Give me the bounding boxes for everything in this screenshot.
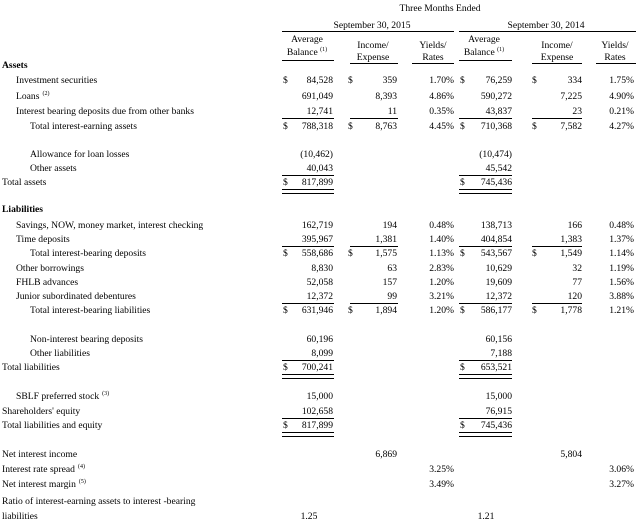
dollar-sign: $ — [348, 248, 353, 259]
cell-avg-balance-2015: 15,000 — [306, 391, 333, 402]
row-label: Assets — [2, 60, 28, 71]
dollar-sign: $ — [460, 177, 465, 188]
cell-yield-2015: 4.45% — [429, 121, 454, 132]
cell-yield-2015: 1.13% — [429, 248, 454, 259]
row-label: Total liabilities — [2, 362, 60, 373]
cell-avg-balance-2015: 395,967 — [301, 234, 333, 245]
row-label: Junior subordinated debentures — [16, 291, 136, 302]
dollar-sign: $ — [460, 75, 465, 86]
row-label: Other assets — [30, 163, 77, 174]
cell-income-2014: 1,549 — [560, 248, 582, 259]
cell-income-2014: 334 — [567, 75, 582, 86]
cell-yield-2014: 3.88% — [609, 291, 634, 302]
dollar-sign: $ — [283, 177, 288, 188]
row-label: Non-interest bearing deposits — [30, 334, 143, 345]
row-label: Time deposits — [16, 234, 70, 245]
cell-income-2015: 359 — [382, 75, 397, 86]
cell-yield-2014: 0.48% — [609, 220, 634, 231]
cell-avg-balance-2014: 1.21 — [477, 511, 495, 522]
cell-avg-balance-2014: 138,713 — [480, 220, 512, 231]
cell-income-2014: 77 — [572, 277, 582, 288]
dollar-sign: $ — [283, 420, 288, 431]
cell-income-2014: 23 — [572, 106, 582, 117]
cell-avg-balance-2014: 60,156 — [485, 334, 512, 345]
cell-avg-balance-2015: (10,462) — [300, 149, 333, 160]
cell-avg-balance-2015: 691,049 — [301, 91, 333, 102]
row-label: Total assets — [2, 177, 47, 188]
cell-income-2015: 11 — [387, 106, 397, 117]
row-label: Total interest-bearing liabilities — [30, 305, 151, 316]
cell-avg-balance-2015: 8,099 — [311, 348, 333, 359]
cell-avg-balance-2015: 817,899 — [301, 420, 333, 431]
cell-income-2015: 1,894 — [375, 305, 397, 316]
cell-income-2014: 5,804 — [560, 449, 582, 460]
row-label: Total liabilities and equity — [2, 420, 103, 431]
cell-avg-balance-2014: 590,272 — [480, 91, 512, 102]
income-header-2015-l2: Expense — [356, 52, 390, 63]
cell-yield-2014: 1.75% — [609, 75, 634, 86]
cell-avg-balance-2015: 40,043 — [306, 163, 333, 174]
income-header-2015: Income/ — [357, 40, 389, 51]
row-label: Net interest income — [2, 449, 78, 460]
cell-avg-balance-2015: 162,719 — [301, 220, 333, 231]
row-label: Interest bearing deposits due from other banks — [16, 106, 194, 117]
cell-avg-balance-2015: 8,830 — [311, 263, 333, 274]
row-label: Shareholders' equity — [2, 406, 81, 417]
cell-income-2014: 7,582 — [560, 121, 582, 132]
cell-income-2014: 7,225 — [560, 91, 582, 102]
dollar-sign: $ — [532, 248, 537, 259]
cell-yield-2014: 4.90% — [609, 91, 634, 102]
cell-avg-balance-2015: 1.25 — [300, 511, 318, 522]
income-header-2014: Income/ — [541, 40, 573, 51]
dollar-sign: $ — [460, 305, 465, 316]
cell-avg-balance-2014: 7,188 — [490, 348, 512, 359]
cell-avg-balance-2014: 745,436 — [480, 177, 512, 188]
row-label: Investment securities — [16, 75, 98, 86]
column-group-2014: September 30, 2014 — [507, 20, 585, 31]
dollar-sign: $ — [532, 121, 537, 132]
row-label: Liabilities — [2, 204, 44, 215]
cell-yield-2014: 1.37% — [609, 234, 634, 245]
cell-avg-balance-2014: 19,609 — [485, 277, 512, 288]
cell-income-2015: 1,575 — [375, 248, 397, 259]
cell-avg-balance-2015: 12,372 — [306, 291, 333, 302]
cell-yield-2014: 4.27% — [609, 121, 634, 132]
cell-yield-2015: 0.48% — [429, 220, 454, 231]
row-label: Total interest-bearing deposits — [30, 248, 147, 259]
cell-income-2015: 99 — [387, 291, 397, 302]
yields-header-2015-l2: Rates — [422, 52, 444, 63]
dollar-sign: $ — [460, 248, 465, 259]
cell-avg-balance-2014: 586,177 — [480, 305, 512, 316]
cell-avg-balance-2015: 817,899 — [301, 177, 333, 188]
cell-avg-balance-2014: 10,629 — [485, 263, 512, 274]
cell-avg-balance-2015: 60,196 — [306, 334, 333, 345]
row-label: Other liabilities — [30, 348, 90, 359]
avg-balance-header-2014: Average — [468, 34, 500, 45]
cell-avg-balance-2014: 15,000 — [485, 391, 512, 402]
row-label: liabilities — [2, 511, 38, 522]
cell-avg-balance-2014: 43,837 — [485, 106, 512, 117]
dollar-sign: $ — [283, 248, 288, 259]
avg-balance-header-2015: Average — [291, 34, 323, 45]
cell-avg-balance-2015: 700,241 — [301, 362, 333, 373]
cell-avg-balance-2015: 102,658 — [301, 406, 333, 417]
row-label: Other borrowings — [16, 263, 84, 274]
row-label: Ratio of interest-earning assets to interest -bearing — [2, 496, 196, 507]
cell-yield-2015: 1.70% — [429, 75, 454, 86]
row-label: FHLB advances — [16, 277, 79, 288]
row-label: SBLF preferred stock $^{(3)}$ — [16, 391, 110, 402]
cell-yield-2015: 3.49% — [429, 479, 454, 490]
yields-header-2014: Yields/ — [601, 40, 629, 51]
cell-avg-balance-2014: 404,854 — [480, 234, 512, 245]
cell-income-2014: 120 — [567, 291, 582, 302]
row-label: Total interest-earning assets — [30, 121, 137, 132]
cell-yield-2014: 0.21% — [609, 106, 634, 117]
cell-yield-2015: 0.35% — [429, 106, 454, 117]
dollar-sign: $ — [283, 362, 288, 373]
cell-yield-2014: 1.21% — [609, 305, 634, 316]
cell-avg-balance-2014: 12,372 — [485, 291, 512, 302]
cell-income-2015: 8,393 — [375, 91, 397, 102]
cell-yield-2014: 3.06% — [609, 464, 634, 475]
cell-income-2015: 63 — [387, 263, 397, 274]
cell-avg-balance-2014: 76,915 — [485, 406, 512, 417]
cell-avg-balance-2015: 84,528 — [306, 75, 333, 86]
cell-income-2015: 157 — [382, 277, 397, 288]
cell-yield-2015: 3.21% — [429, 291, 454, 302]
cell-avg-balance-2014: (10,474) — [479, 149, 512, 160]
yields-header-2015: Yields/ — [419, 40, 447, 51]
cell-avg-balance-2015: 12,741 — [306, 106, 333, 117]
cell-yield-2014: 1.14% — [609, 248, 634, 259]
dollar-sign: $ — [532, 75, 537, 86]
dollar-sign: $ — [283, 121, 288, 132]
cell-yield-2015: 4.86% — [429, 91, 454, 102]
dollar-sign: $ — [283, 75, 288, 86]
income-header-2014-l2: Expense — [540, 52, 574, 63]
cell-income-2015: 1,381 — [375, 234, 397, 245]
row-label: Net interest margin $^{(5)}$ — [2, 479, 86, 490]
cell-income-2014: 1,778 — [560, 305, 582, 316]
cell-income-2014: 32 — [572, 263, 582, 274]
cell-yield-2015: 2.83% — [429, 263, 454, 274]
row-label: Allowance for loan losses — [30, 149, 130, 160]
dollar-sign: $ — [460, 362, 465, 373]
cell-avg-balance-2015: 788,318 — [301, 121, 333, 132]
cell-avg-balance-2014: 710,368 — [480, 121, 512, 132]
cell-yield-2015: 1.40% — [429, 234, 454, 245]
cell-yield-2014: 3.27% — [609, 479, 634, 490]
cell-yield-2014: 1.19% — [609, 263, 634, 274]
cell-income-2015: 6,869 — [375, 449, 397, 460]
cell-avg-balance-2015: 52,058 — [306, 277, 333, 288]
cell-income-2015: 8,763 — [375, 121, 397, 132]
row-label: Interest rate spread $^{(4)}$ — [2, 464, 85, 475]
dollar-sign: $ — [532, 305, 537, 316]
dollar-sign: $ — [283, 305, 288, 316]
cell-avg-balance-2014: 543,567 — [480, 248, 512, 259]
avg-balance-header-2014-l2: Balance $^{(1)}$ — [463, 47, 505, 58]
cell-avg-balance-2015: 558,686 — [301, 248, 333, 259]
cell-yield-2015: 1.20% — [429, 277, 454, 288]
dollar-sign: $ — [348, 305, 353, 316]
cell-avg-balance-2014: 45,542 — [485, 163, 512, 174]
cell-yield-2015: 1.20% — [429, 305, 454, 316]
yields-header-2014-l2: Rates — [604, 52, 626, 63]
dollar-sign: $ — [348, 75, 353, 86]
cell-avg-balance-2015: 631,946 — [301, 305, 333, 316]
cell-yield-2014: 1.56% — [609, 277, 634, 288]
row-label: Savings, NOW, money market, interest checking — [16, 220, 204, 231]
cell-income-2015: 194 — [382, 220, 397, 231]
column-group-2015: September 30, 2015 — [333, 20, 411, 31]
dollar-sign: $ — [460, 121, 465, 132]
cell-avg-balance-2014: 76,259 — [485, 75, 512, 86]
cell-avg-balance-2014: 745,436 — [480, 420, 512, 431]
period-header: Three Months Ended — [399, 3, 481, 14]
dollar-sign: $ — [460, 420, 465, 431]
dollar-sign: $ — [348, 121, 353, 132]
cell-income-2014: 1,383 — [560, 234, 582, 245]
cell-avg-balance-2014: 653,521 — [480, 362, 512, 373]
avg-balance-header-2015-l2: Balance $^{(1)}$ — [286, 47, 328, 58]
row-label: Loans $^{(2)}$ — [16, 91, 50, 102]
cell-income-2014: 166 — [567, 220, 582, 231]
cell-yield-2015: 3.25% — [429, 464, 454, 475]
